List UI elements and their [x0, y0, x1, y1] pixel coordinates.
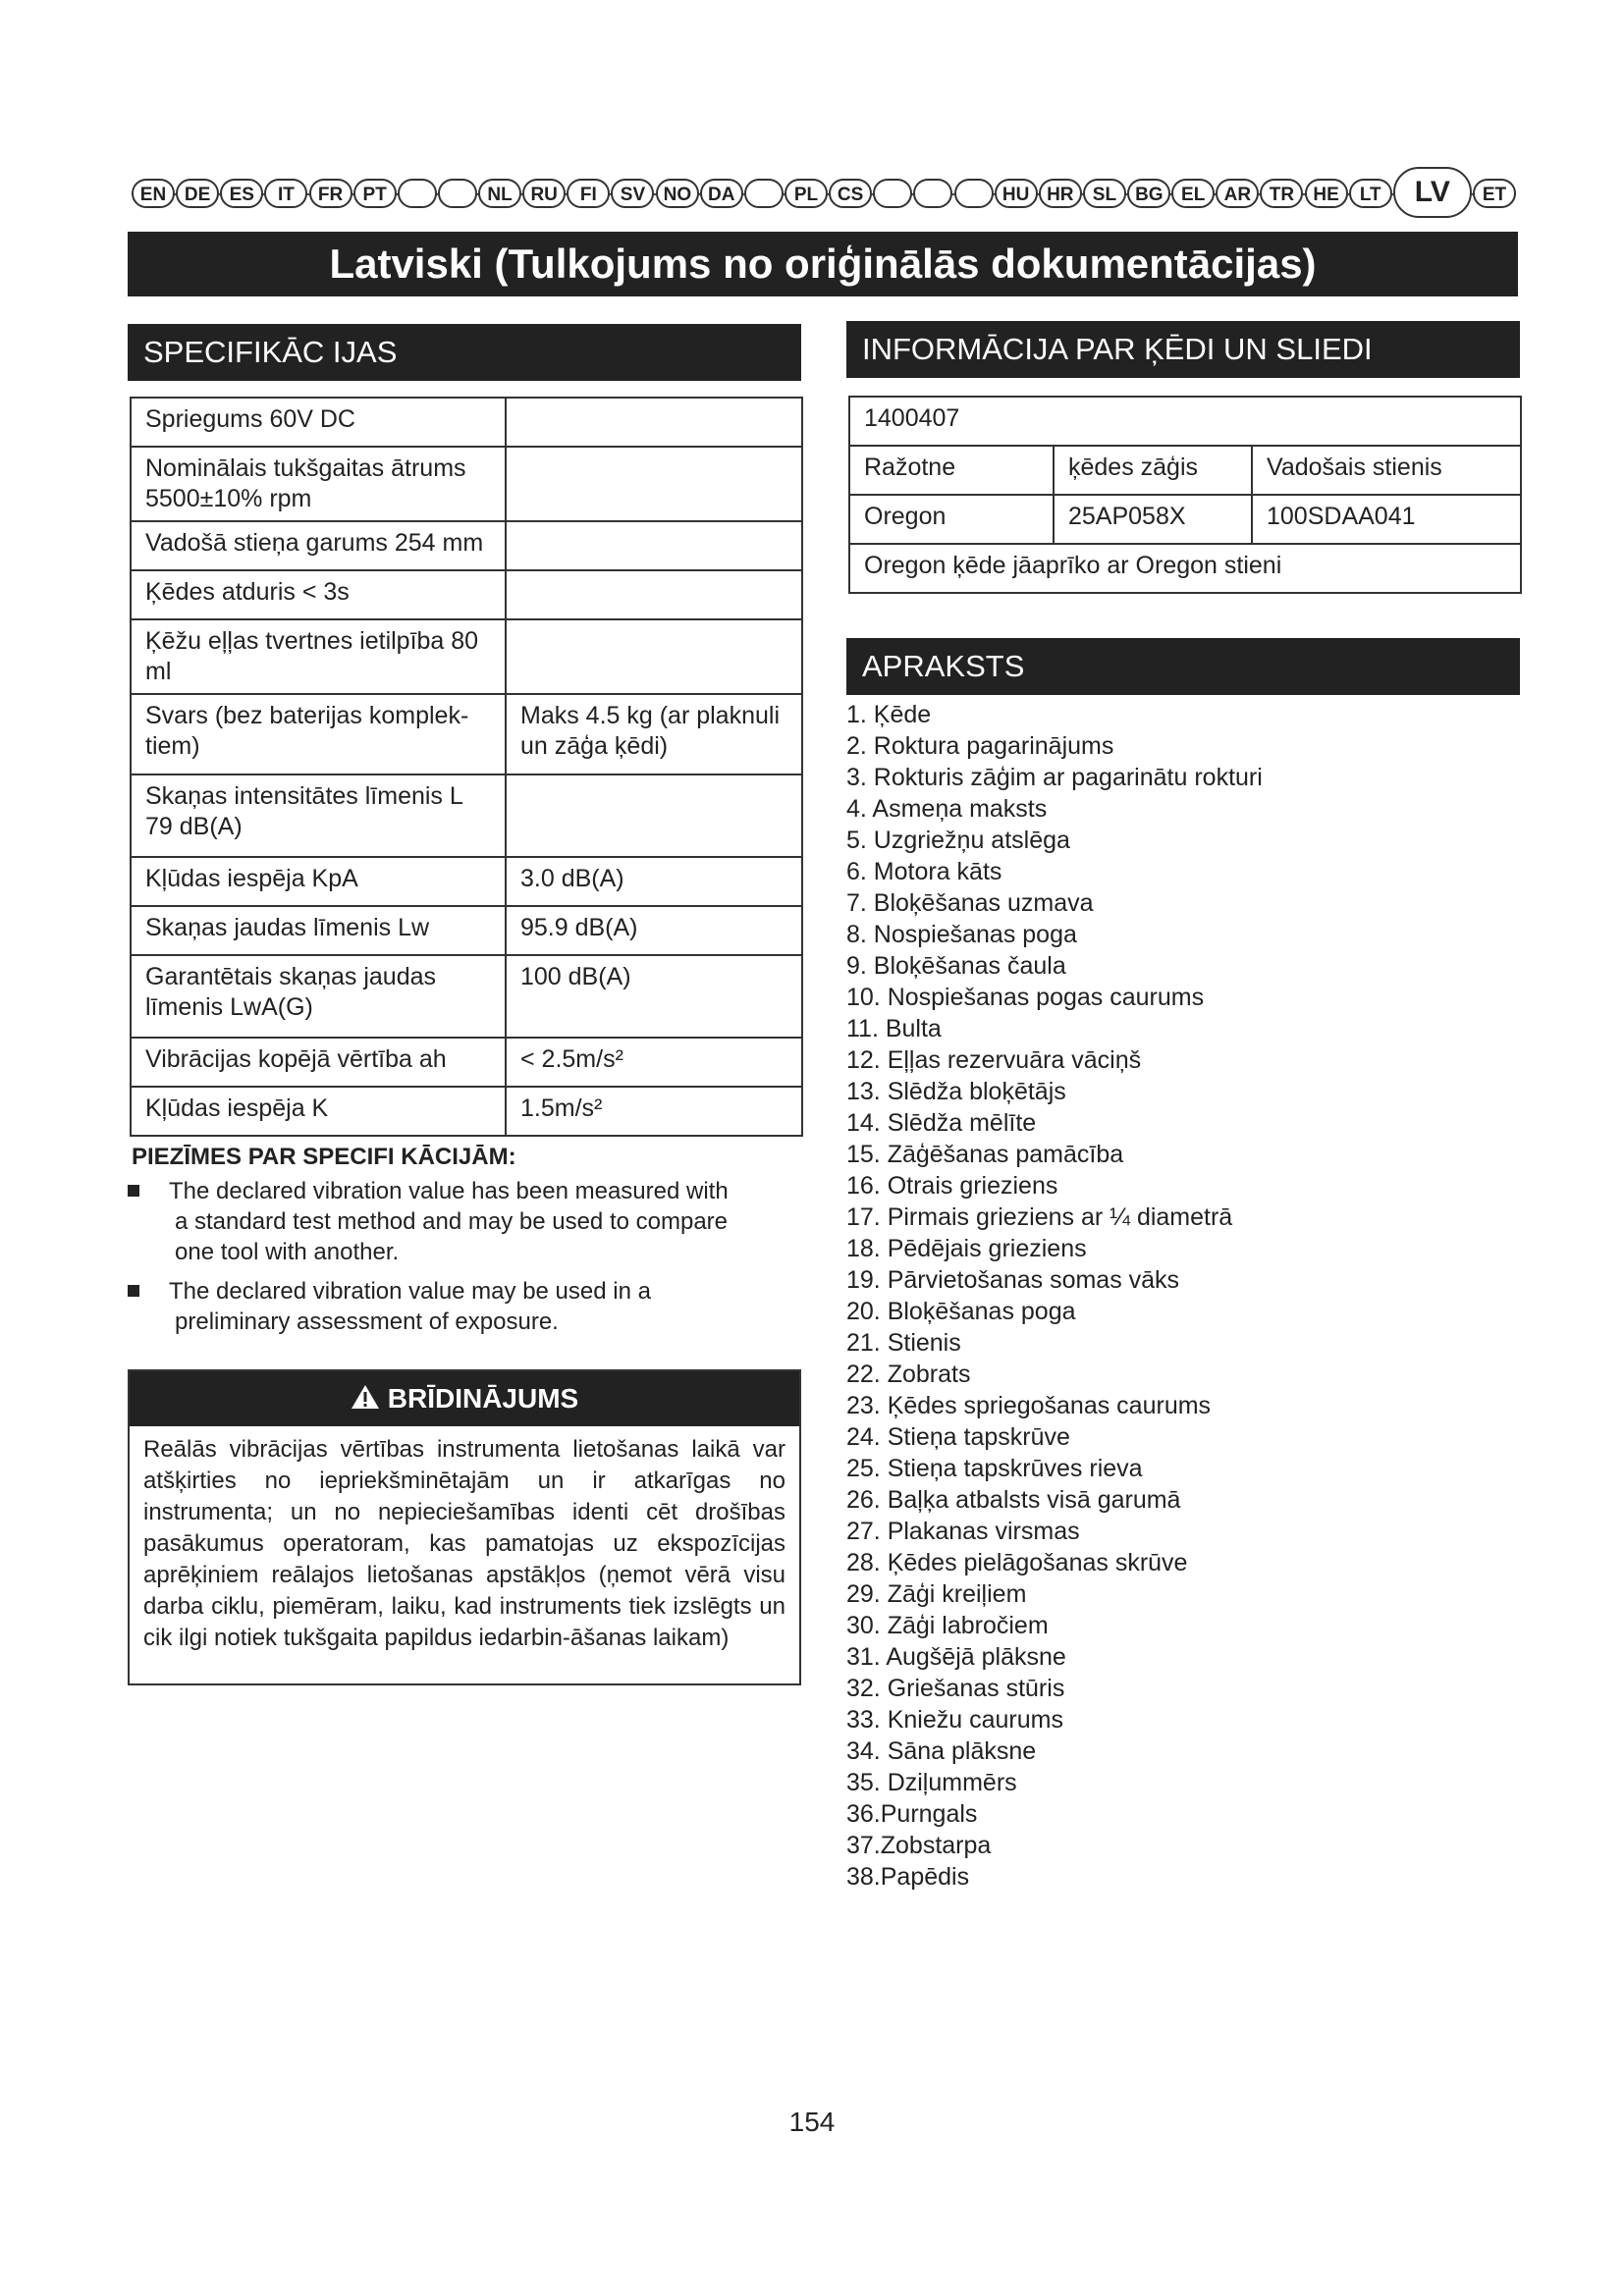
table-row: [849, 446, 1521, 495]
parts-list: [846, 699, 1263, 1893]
spec-value: Maks 4.5 kg (ar plaknuli un zāģa ķēdi): [506, 694, 802, 774]
language-strip: [132, 173, 1516, 216]
list-item: 24. Stieņa tapskrūve: [846, 1423, 1070, 1451]
list-item: 5. Uzgriežņu atslēga: [846, 827, 1070, 854]
language-tab-blank[interactable]: [438, 179, 477, 208]
table-row: [131, 570, 802, 619]
model-number: 1400407: [849, 397, 1521, 446]
spec-value: [506, 521, 802, 570]
column-header: ķēdes zāģis: [1054, 446, 1252, 495]
spec-label: Ķēžu eļļas tvertnes ietilpība 80 ml: [131, 619, 506, 694]
spec-value: 95.9 dB(A): [506, 906, 802, 955]
language-tab-es[interactable]: ES: [220, 179, 263, 208]
list-item: 33. Kniežu caurums: [846, 1706, 1063, 1734]
bullet-icon: [128, 1285, 139, 1297]
specs-heading: SPECIFIKĀC IJAS: [128, 324, 801, 381]
spec-label: Kļūdas iespēja K: [131, 1087, 506, 1136]
spec-value: < 2.5m/s²: [506, 1038, 802, 1087]
language-tab-pt[interactable]: PT: [353, 179, 397, 208]
specs-table: [130, 397, 803, 1137]
list-item: 13. Slēdža bloķētājs: [846, 1078, 1066, 1105]
list-item: 6. Motora kāts: [846, 858, 1002, 885]
list-item: 38.Papēdis: [846, 1863, 970, 1891]
language-tab-fi[interactable]: FI: [567, 179, 610, 208]
column-header: Ražotne: [849, 446, 1054, 495]
language-tab-hu[interactable]: HU: [995, 179, 1038, 208]
apraksts-heading: APRAKSTS: [846, 638, 1520, 695]
list-item: 23. Ķēdes spriegošanas caurums: [846, 1392, 1212, 1419]
spec-label: Ķēdes atduris < 3s: [131, 570, 506, 619]
table-row: [131, 955, 802, 1038]
column-header: Vadošais stienis: [1252, 446, 1521, 495]
spec-value: 1.5m/s²: [506, 1087, 802, 1136]
list-item: 2. Roktura pagarinājums: [846, 732, 1114, 760]
table-row: [131, 906, 802, 955]
spec-label: Garantētais skaņas jaudas līmenis LwA(G): [131, 955, 506, 1038]
table-row: [131, 521, 802, 570]
note-item: [128, 1276, 795, 1337]
table-cell: 25AP058X: [1054, 495, 1252, 544]
list-item: 34. Sāna plāksne: [846, 1737, 1037, 1765]
language-tab-ar[interactable]: AR: [1216, 179, 1259, 208]
table-row: [131, 694, 802, 774]
list-item: 14. Slēdža mēlīte: [846, 1109, 1037, 1137]
language-tab-bg[interactable]: BG: [1127, 179, 1170, 208]
table-row: [131, 857, 802, 906]
chain-info-heading: INFORMĀCIJA PAR ĶĒDI UN SLIEDI: [846, 321, 1520, 378]
list-item: 35. Dziļummērs: [846, 1769, 1017, 1796]
spec-label: Vadošā stieņa garums 254 mm: [131, 521, 506, 570]
spec-value: 100 dB(A): [506, 955, 802, 1038]
list-item: 28. Ķēdes pielāgošanas skrūve: [846, 1549, 1188, 1576]
language-tab-cs[interactable]: CS: [829, 179, 872, 208]
language-tab-sv[interactable]: SV: [611, 179, 654, 208]
list-item: 10. Nospiešanas pogas caurums: [846, 984, 1205, 1011]
language-tab-hr[interactable]: HR: [1039, 179, 1082, 208]
list-item: 30. Zāģi labročiem: [846, 1612, 1049, 1639]
table-row: [131, 774, 802, 857]
language-tab-sl[interactable]: SL: [1083, 179, 1126, 208]
table-cell: Oregon: [849, 495, 1054, 544]
list-item: 19. Pārvietošanas somas vāks: [846, 1266, 1180, 1294]
list-item: 3. Rokturis zāģim ar pagarinātu rokturi: [846, 764, 1263, 791]
list-item: 26. Baļķa atbalsts visā garumā: [846, 1486, 1181, 1514]
spec-value: [506, 619, 802, 694]
language-tab-el[interactable]: EL: [1171, 179, 1215, 208]
spec-label: Kļūdas iespēja KpA: [131, 857, 506, 906]
warning-text: Reālās vibrācijas vērtības instrumenta lietošanas laikā var atšķirties no iepriekšminētajām un ir atkarīgas no instrumenta; un no nepieciešamības identi cēt drošības pasākumus operatoram, kas pamatojas uz ekspozīcijas aprēķiniem reālajos lietošanas apstākļos (ņemot vērā visu darba ciklu, piemēram, laiku, kad instruments tiek izslēgts un cik ilgi notiek tukšgaita papildus iedarbin-āšanas laikam): [143, 1436, 785, 1651]
table-row: [131, 1087, 802, 1136]
language-tab-lt[interactable]: LT: [1349, 179, 1392, 208]
notes-heading: PIEZĪMES PAR SPECIFI KĀCIJĀM:: [132, 1144, 516, 1170]
language-tab-blank[interactable]: [873, 179, 912, 208]
list-item: 9. Bloķēšanas čaula: [846, 952, 1066, 980]
language-tab-blank[interactable]: [744, 179, 784, 208]
list-item: 7. Bloķēšanas uzmava: [846, 889, 1094, 917]
list-item: 20. Bloķēšanas poga: [846, 1298, 1076, 1325]
language-tab-blank[interactable]: [913, 179, 952, 208]
table-row: [131, 398, 802, 447]
spec-value: [506, 447, 802, 521]
language-tab-lv[interactable]: LV: [1393, 167, 1472, 218]
language-tab-de[interactable]: DE: [176, 179, 219, 208]
page-number: 154: [788, 2107, 836, 2137]
list-item: 25. Stieņa tapskrūves rieva: [846, 1455, 1143, 1482]
language-tab-no[interactable]: NO: [656, 179, 699, 208]
note-line: one tool with another.: [175, 1239, 400, 1265]
list-item: 18. Pēdējais grieziens: [846, 1235, 1087, 1262]
note-text: [128, 1176, 795, 1267]
list-item: 8. Nospiešanas poga: [846, 921, 1077, 948]
list-item: 36.Purngals: [846, 1800, 978, 1828]
table-row: [849, 544, 1521, 593]
note-line: a standard test method and may be used to compare: [175, 1208, 729, 1235]
spec-label: Spriegums 60V DC: [131, 398, 506, 447]
warning-header: [130, 1371, 799, 1426]
list-item: 12. Eļļas rezervuāra vāciņš: [846, 1046, 1142, 1074]
spec-label: Nominālais tukšgaitas ātrums 5500±10% rpm: [131, 447, 506, 521]
language-tab-fr[interactable]: FR: [309, 179, 352, 208]
table-cell: 100SDAA041: [1252, 495, 1521, 544]
language-tab-pl[interactable]: PL: [785, 179, 828, 208]
language-tab-et[interactable]: ET: [1473, 179, 1516, 208]
page-title: Latviski (Tulkojums no oriģinālās dokumentācijas): [128, 232, 1518, 296]
spec-label: Vibrācijas kopējā vērtība ah: [131, 1038, 506, 1087]
language-tab-da[interactable]: DA: [700, 179, 743, 208]
spec-value: 3.0 dB(A): [506, 857, 802, 906]
list-item: 21. Stienis: [846, 1329, 961, 1357]
language-tab-it[interactable]: IT: [264, 179, 307, 208]
spec-label: Svars (bez baterijas komplek-tiem): [131, 694, 506, 774]
spec-value: [506, 398, 802, 447]
language-tab-nl[interactable]: NL: [478, 179, 521, 208]
list-item: 15. Zāģēšanas pamācība: [846, 1141, 1124, 1168]
list-item: 37.Zobstarpa: [846, 1832, 992, 1859]
list-item: 11. Bulta: [846, 1015, 942, 1042]
list-item: 32. Griešanas stūris: [846, 1675, 1065, 1702]
warning-box: [128, 1369, 801, 1685]
note-line: The declared vibration value has been measured with: [169, 1178, 729, 1204]
list-item: 17. Pirmais grieziens ar ¼ diametrā: [846, 1203, 1233, 1231]
chain-info-table: [848, 396, 1522, 594]
language-tab-blank[interactable]: [954, 179, 994, 208]
list-item: 31. Augšējā plāksne: [846, 1643, 1066, 1671]
list-item: 16. Otrais grieziens: [846, 1172, 1058, 1200]
list-item: 4. Asmeņa maksts: [846, 795, 1048, 823]
note-line: preliminary assessment of exposure.: [175, 1308, 559, 1335]
table-row: [131, 619, 802, 694]
table-row: [849, 495, 1521, 544]
warning-triangle-icon: [351, 1373, 380, 1428]
list-item: 1. Ķēde: [846, 701, 932, 728]
language-tab-tr[interactable]: TR: [1260, 179, 1303, 208]
table-row: [131, 1038, 802, 1087]
note-item: [128, 1176, 795, 1267]
table-row: [849, 397, 1521, 446]
language-tab-en[interactable]: EN: [132, 179, 175, 208]
language-tab-he[interactable]: HE: [1305, 179, 1348, 208]
language-tab-ru[interactable]: RU: [522, 179, 566, 208]
note-text: [128, 1276, 795, 1337]
spec-label: Skaņas jaudas līmenis Lw: [131, 906, 506, 955]
spec-value: [506, 774, 802, 857]
spec-value: [506, 570, 802, 619]
chain-note: Oregon ķēde jāaprīko ar Oregon stieni: [849, 544, 1521, 593]
table-row: [131, 447, 802, 521]
list-item: 27. Plakanas virsmas: [846, 1518, 1080, 1545]
note-line: The declared vibration value may be used in a: [169, 1278, 651, 1305]
list-item: 22. Zobrats: [846, 1361, 971, 1388]
spec-label: Skaņas intensitātes līmenis L 79 dB(A): [131, 774, 506, 857]
list-item: 29. Zāģi kreiļiem: [846, 1580, 1027, 1608]
warning-heading: BRĪDINĀJUMS: [387, 1383, 579, 1414]
bullet-icon: [128, 1185, 139, 1197]
language-tab-blank[interactable]: [398, 179, 437, 208]
